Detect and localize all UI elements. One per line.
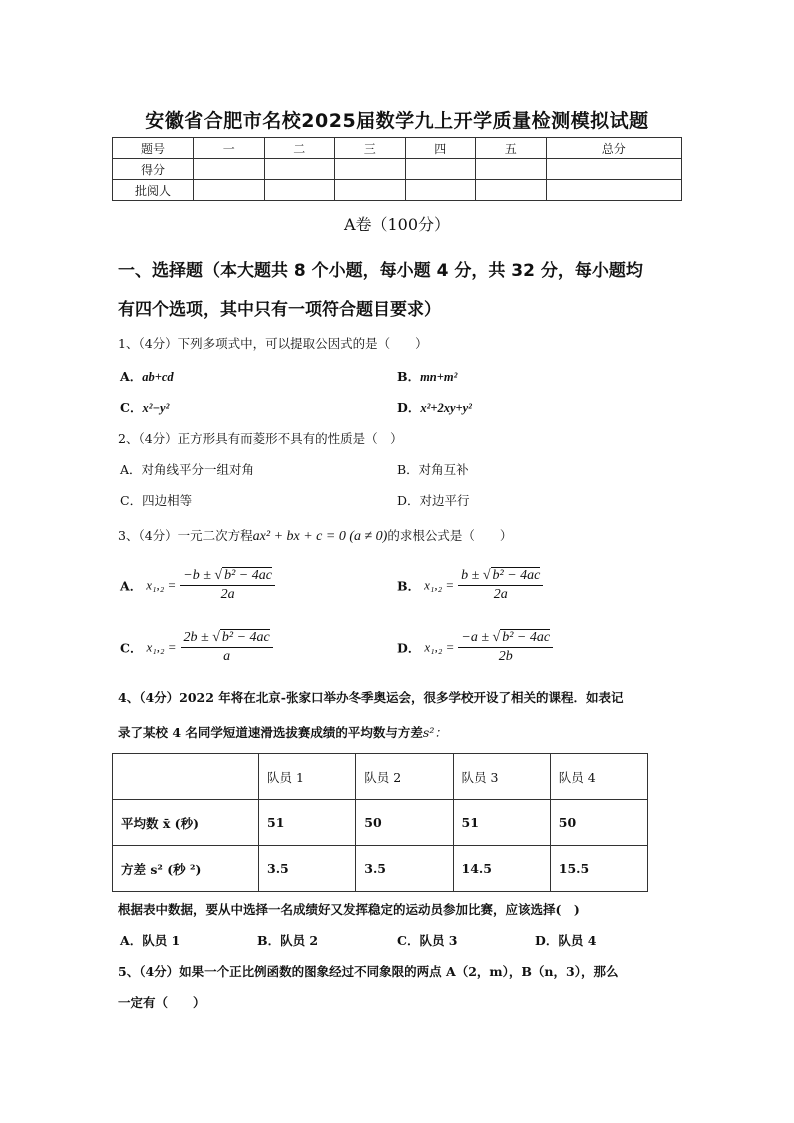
score-cell (264, 159, 335, 180)
q3-option-c-fraction: $\frac{\text{2b ± √ b² − 4ac}}{a}$ (181, 630, 273, 665)
q3-option-a-den: 2a (220, 587, 235, 602)
q3-option-d-num: −a ± (461, 630, 490, 645)
part1-heading-line2: 有四个选项，其中只有一项符合题目要求） (118, 300, 441, 320)
q4-option-d: D．队员 4 (535, 933, 597, 948)
part1-heading-line1: 一、选择题（本大题共 8 个小题，每小题 4 分，共 32 分，每小题均 (118, 261, 643, 281)
q3-stem (118, 526, 512, 545)
score-cell (335, 180, 406, 201)
q4-option-c: C．队员 3 (397, 933, 458, 948)
q4-table-header-cell: 队员 3 (453, 754, 550, 800)
q3-option-a (120, 568, 275, 603)
score-cell (405, 159, 476, 180)
q2-option-d: D．对边平行 (397, 493, 470, 508)
score-table-row (113, 159, 682, 180)
q4-table-header-cell: 队员 2 (356, 754, 453, 800)
score-cell (546, 180, 682, 201)
q4-table-row (113, 800, 648, 846)
score-cell (405, 180, 476, 201)
q1-option-c (120, 398, 169, 416)
q4-stem-line2 (118, 723, 447, 741)
q4-table-cell: 3.5 (356, 846, 453, 892)
q1-option-c-expr: x²−y² (142, 401, 170, 415)
q3-option-b-den: 2a (493, 587, 508, 602)
q4-stem-line2-text: 录了某校 4 名同学短道速滑选拔赛成绩的平均数与方差 (118, 725, 423, 740)
q3-option-a-fraction: $\frac{\text{−b ± √ b² − 4ac}}{2a}$ (180, 568, 275, 603)
q1-option-a (120, 367, 174, 385)
score-header-cell: 二 (264, 138, 335, 159)
q4-table-cell: 15.5 (550, 846, 647, 892)
score-header-cell: 三 (335, 138, 406, 159)
score-cell (476, 180, 547, 201)
q3-option-a-letter: A． (120, 578, 143, 594)
q4-table-row-label: 方差 s² (秒 ²) (113, 846, 259, 892)
q1-option-b-expr: mn+m² (420, 370, 458, 384)
score-row-label: 批阅人 (113, 180, 194, 201)
score-row-label: 得分 (113, 159, 194, 180)
score-header-cell: 五 (476, 138, 547, 159)
score-header-cell: 一 (194, 138, 265, 159)
score-header-cell: 四 (405, 138, 476, 159)
q4-table-row-label: 平均数 x̄ (秒) (113, 800, 259, 846)
q3-option-b-radicand: b² − 4ac (492, 568, 541, 583)
q3-option-c (120, 630, 273, 665)
score-header-cell: 题号 (113, 138, 194, 159)
q4-table-row (113, 846, 648, 892)
score-header-cell: 总分 (546, 138, 682, 159)
q4-table-header-cell: 队员 1 (259, 754, 356, 800)
score-table-row (113, 180, 682, 201)
q4-option-a: A．队员 1 (120, 933, 181, 948)
q3-option-c-radicand: b² − 4ac (221, 630, 270, 645)
q1-option-c-letter: C． (120, 400, 143, 415)
q4-table-header-cell: 队员 4 (550, 754, 647, 800)
q3-option-a-lhs: x₁,₂ = (146, 577, 177, 593)
q3-option-c-num: 2b ± (183, 630, 209, 645)
q1-stem: 1、（4分）下列多项式中，可以提取公因式的是（ ） (118, 336, 428, 351)
q1-option-b-letter: B． (397, 369, 421, 384)
score-cell (194, 159, 265, 180)
q2-stem: 2、（4分）正方形具有而菱形不具有的性质是（ ） (118, 431, 403, 446)
q3-option-d-lhs: x₁,₂ = (424, 639, 455, 655)
q3-option-b-lhs: x₁,₂ = (424, 577, 455, 593)
q3-option-d-radicand: b² − 4ac (502, 630, 551, 645)
q3-option-b-num: b ± (461, 568, 480, 583)
q4-stem-variance: s²： (422, 725, 447, 740)
q3-option-c-lhs: x₁,₂ = (146, 639, 177, 655)
q3-option-c-den: a (223, 649, 231, 664)
q4-table-cell: 3.5 (259, 846, 356, 892)
score-cell (194, 180, 265, 201)
q3-option-b-letter: B． (397, 578, 421, 594)
q2-option-a: A．对角线平分一组对角 (120, 462, 255, 477)
q3-option-b-fraction: $\frac{\text{b ± √ b² − 4ac}}{2a}$ (458, 568, 543, 603)
page-title: 安徽省合肥市名校2025届数学九上开学质量检测模拟试题 (145, 110, 649, 132)
q4-question: 根据表中数据，要从中选择一名成绩好又发挥稳定的运动员参加比赛，应该选择( ) (118, 902, 580, 917)
q3-stem-post: 的求根公式是（ ） (387, 528, 513, 543)
score-cell (476, 159, 547, 180)
q1-option-d (397, 398, 472, 416)
q4-table-cell: 50 (356, 800, 453, 846)
q3-equation: ax² + bx + c = 0 (a ≠ 0) (252, 529, 388, 544)
q3-option-a-num: −b ± (183, 568, 211, 583)
q3-option-a-radicand: b² − 4ac (224, 568, 272, 583)
q2-option-c: C．四边相等 (120, 493, 193, 508)
section-a-heading: A卷（100分） (343, 215, 451, 234)
score-table (112, 137, 682, 201)
q3-stem-pre: 3、（4分）一元二次方程 (118, 528, 253, 543)
q3-option-d-fraction: $\frac{\text{−a ± √ b² − 4ac}}{2b}$ (458, 630, 553, 665)
q1-option-b (397, 367, 457, 385)
q4-table-header-row (113, 754, 648, 800)
q5-stem-line1: 5、（4分）如果一个正比例函数的图象经过不同象限的两点 A（2，m），B（n，3），那么 (118, 964, 619, 979)
q4-table-cell: 50 (550, 800, 647, 846)
q1-option-d-expr: x²+2xy+y² (420, 401, 472, 415)
q5-stem-line2: 一定有（ ） (118, 995, 206, 1010)
q3-option-d-den: 2b (498, 649, 513, 664)
q3-option-c-letter: C． (120, 640, 143, 656)
q1-option-a-letter: A． (120, 369, 143, 384)
q4-table-cell: 51 (259, 800, 356, 846)
q4-data-table (112, 753, 648, 892)
score-cell (335, 159, 406, 180)
q3-option-d (397, 630, 553, 665)
q4-table-cell: 14.5 (453, 846, 550, 892)
q1-option-a-expr: ab+cd (142, 370, 174, 384)
q4-table-cell: 51 (453, 800, 550, 846)
q4-option-b: B．队员 2 (257, 933, 319, 948)
q4-table-header-cell (113, 754, 259, 800)
score-cell (546, 159, 682, 180)
q1-option-d-letter: D． (397, 400, 421, 415)
q2-option-b: B．对角互补 (397, 462, 469, 477)
q3-option-d-letter: D． (397, 640, 421, 656)
q3-option-b (397, 568, 543, 603)
q4-stem-line1: 4、（4分）2022 年将在北京-张家口举办冬季奥运会，很多学校开设了相关的课程．如表记 (118, 690, 624, 705)
score-table-header-row (113, 138, 682, 159)
score-cell (264, 180, 335, 201)
